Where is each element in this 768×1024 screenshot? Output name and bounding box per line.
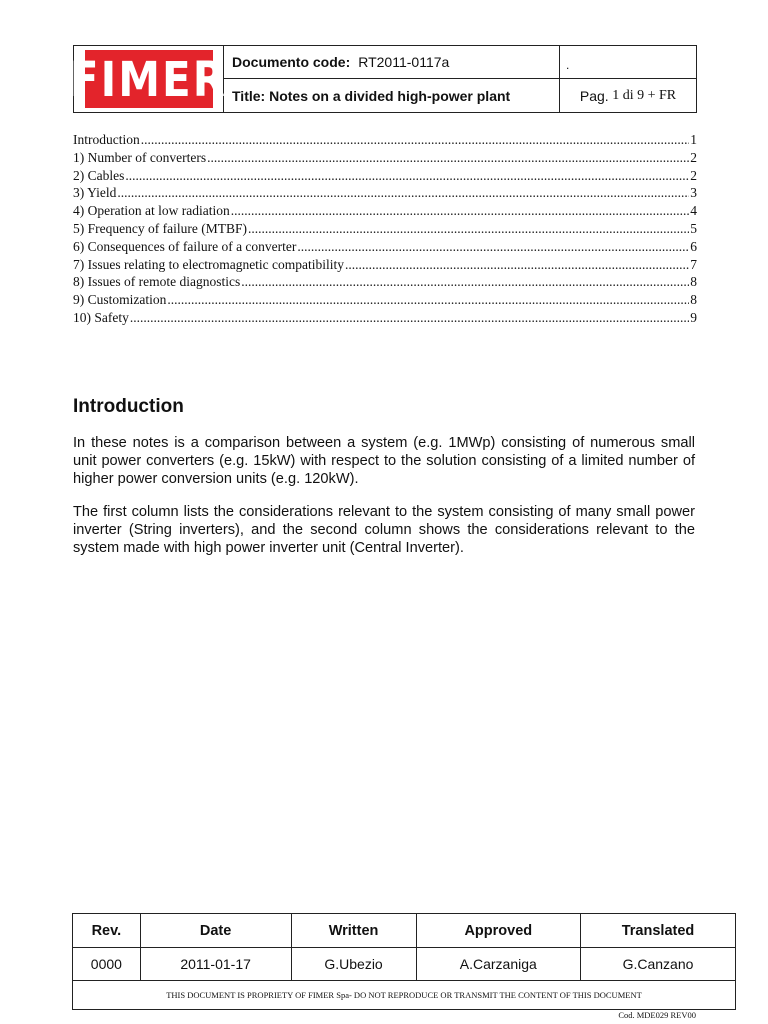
toc-leader xyxy=(130,309,689,327)
right-top-mark: . xyxy=(566,58,570,73)
page-row xyxy=(560,79,696,112)
toc-label: 5) Frequency of failure (MTBF) xyxy=(73,220,247,236)
toc-page: 7 xyxy=(690,256,697,272)
toc-label: Introduction xyxy=(73,132,140,147)
rev-header: Rev. xyxy=(73,914,141,948)
header-info-cell xyxy=(224,46,560,112)
revision-table xyxy=(72,913,736,1010)
toc-leader xyxy=(167,291,689,309)
page-number: 1 di 9 + FR xyxy=(612,87,677,103)
rev-value: 0000 xyxy=(73,948,141,981)
doc-code-row xyxy=(224,46,559,79)
toc-leader xyxy=(297,238,689,256)
date-header: Date xyxy=(140,914,291,948)
toc-leader xyxy=(141,131,690,149)
toc-entry[interactable] xyxy=(73,202,697,220)
title-row xyxy=(224,79,559,112)
table-of-contents xyxy=(73,131,697,327)
toc-page: 1 xyxy=(690,132,697,147)
toc-leader xyxy=(248,220,689,238)
toc-leader xyxy=(125,167,689,185)
toc-label: 2) Cables xyxy=(73,167,125,183)
toc-page: 4 xyxy=(690,203,697,219)
form-code: Cod. MDE029 REV00 xyxy=(618,1010,696,1020)
section-heading: Introduction xyxy=(73,396,184,417)
document-header xyxy=(69,45,697,113)
toc-leader xyxy=(345,256,689,274)
toc-page: 2 xyxy=(690,167,697,183)
revision-header-row xyxy=(73,914,736,948)
logo-cell xyxy=(69,46,228,112)
header-page-cell xyxy=(560,46,696,112)
toc-page: 8 xyxy=(690,292,697,308)
toc-leader xyxy=(207,149,689,167)
toc-label: 3) Yield xyxy=(73,185,117,201)
toc-entry[interactable] xyxy=(73,220,697,238)
written-value: G.Ubezio xyxy=(291,948,416,981)
fimer-logo xyxy=(69,50,228,108)
approved-header: Approved xyxy=(416,914,580,948)
approved-value: A.Carzaniga xyxy=(416,948,580,981)
toc-label: 4) Operation at low radiation xyxy=(73,203,230,219)
translated-value: G.Canzano xyxy=(581,948,736,981)
toc-label: 10) Safety xyxy=(73,309,129,325)
toc-entry[interactable] xyxy=(73,238,697,256)
doc-code-label: Documento code: xyxy=(232,54,351,70)
toc-entry[interactable] xyxy=(73,291,697,309)
toc-page: 3 xyxy=(690,185,697,201)
toc-label: 7) Issues relating to electromagnetic compatibility xyxy=(73,256,345,272)
toc-page: 2 xyxy=(690,149,697,165)
doc-code-value: RT2011-0117a xyxy=(358,54,450,70)
doc-title: Title: Notes on a divided high-power plant xyxy=(232,87,511,104)
toc-label: 1) Number of converters xyxy=(73,149,207,165)
toc-leader xyxy=(241,273,689,291)
proprietary-notice: THIS DOCUMENT IS PROPRIETY OF FIMER Spa- DO NOT REPRODUCE OR TRANSMIT THE CONTENT OF THIS DOCUMENT xyxy=(73,981,736,1010)
right-top-row xyxy=(560,46,696,79)
toc-entry[interactable] xyxy=(73,167,697,185)
page-prefix: Pag. xyxy=(579,87,609,104)
toc-leader xyxy=(117,184,689,202)
revision-value-row xyxy=(73,948,736,981)
toc-page: 8 xyxy=(690,274,697,290)
toc-entry[interactable] xyxy=(73,131,697,149)
toc-entry[interactable] xyxy=(73,256,697,274)
toc-entry[interactable] xyxy=(73,149,697,167)
toc-entry[interactable] xyxy=(73,273,697,291)
toc-label: 9) Customization xyxy=(73,292,167,308)
toc-leader xyxy=(231,202,690,220)
toc-page: 6 xyxy=(690,238,697,254)
intro-paragraph-2: The first column lists the considerations relevant to the system consisting of many small power inverter (String inverters), and the second column shows the considerations relevant to the system made with high power inverter unit (Central Inverter). xyxy=(73,504,695,556)
translated-header: Translated xyxy=(581,914,736,948)
intro-paragraph-1: In these notes is a comparison between a system (e.g. 1MWp) consisting of numerous small unit power converters (e.g. 15kW) with respect to the solution consisting of a limited number of higher power conversion units (e.g. 120kW). xyxy=(73,435,695,487)
toc-label: 6) Consequences of failure of a converter xyxy=(73,238,297,254)
toc-entry[interactable] xyxy=(73,184,697,202)
date-value: 2011-01-17 xyxy=(140,948,291,981)
toc-label: 8) Issues of remote diagnostics xyxy=(73,274,241,290)
written-header: Written xyxy=(291,914,416,948)
toc-page: 5 xyxy=(690,220,697,236)
notice-row xyxy=(73,981,736,1010)
toc-entry[interactable] xyxy=(73,309,697,327)
logo-text: FIMER xyxy=(69,50,228,108)
toc-page: 9 xyxy=(690,309,697,325)
